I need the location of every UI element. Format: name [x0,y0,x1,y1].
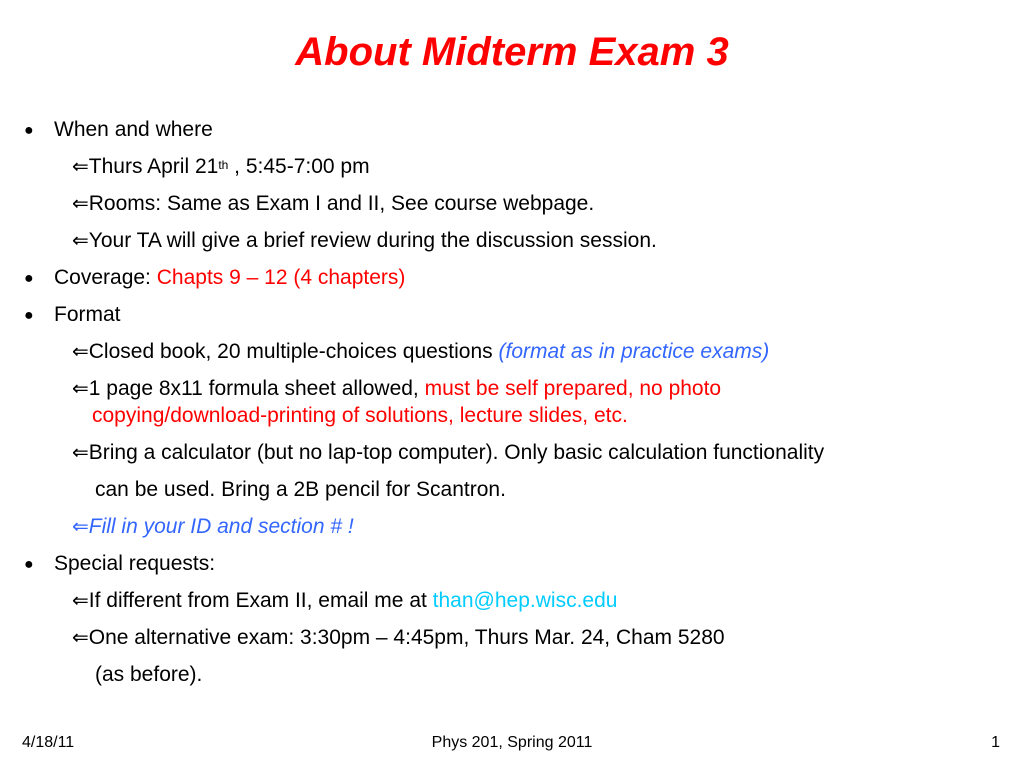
bullet-format: ● Format [24,302,121,329]
bullet-label: When and where [54,118,213,141]
sub-item-formula-sheet: ⇐1 page 8x11 formula sheet allowed, must be self prepared, no photo [72,377,722,400]
alternative-exam-cont: (as before). [95,663,203,686]
arrow-left-icon: ⇐ [72,341,89,363]
slide-title: About Midterm Exam 3 [295,30,729,74]
bullet-coverage: ● Coverage: Chapts 9 – 12 (4 chapters) [24,265,405,292]
sub-item-closed-book: ⇐Closed book, 20 multiple-choices questions (format as in practice exams) [72,340,770,363]
bullet-icon: ● [24,122,34,139]
sub-item-email: ⇐If different from Exam II, email me at than@hep.wisc.edu [72,589,618,612]
arrow-left-icon: ⇐ [72,442,89,464]
formula-sheet-rule: must be self prepared, no photo [424,377,722,400]
sub-item-ta-review: ⇐Your TA will give a brief review during the discussion session. [72,229,657,252]
bullet-when-where [24,117,213,144]
bullet-icon: ● [24,270,34,287]
footer-date: 4/18/11 [22,734,75,751]
arrow-left-icon: ⇐ [72,627,89,649]
arrow-left-icon: ⇐ [72,590,89,612]
calculator-cont: can be used. Bring a 2B pencil for Scantron. [95,478,506,501]
sub-item-rooms: ⇐Rooms: Same as Exam I and II, See course webpage. [72,192,595,215]
format-note: (format as in practice exams) [498,340,770,363]
email-link[interactable]: than@hep.wisc.edu [432,589,618,612]
bullet-icon: ● [24,556,34,573]
footer-course: Phys 201, Spring 2011 [431,734,593,751]
sub-item-fill-id: ⇐Fill in your ID and section # ! [72,515,354,538]
formula-sheet-rule-cont: copying/download-printing of solutions, lecture slides, etc. [92,404,628,427]
sub-item-calculator: ⇐Bring a calculator (but no lap-top computer). Only basic calculation functionality [72,441,825,464]
arrow-left-icon: ⇐ [72,193,89,215]
sub-item-alternative-exam: ⇐One alternative exam: 3:30pm – 4:45pm, Thurs Mar. 24, Cham 5280 [72,626,725,649]
coverage-chapters: Chapts 9 – 12 (4 chapters) [156,266,406,289]
sub-item-date: ⇐Thurs April 21th , 5:45-7:00 pm [72,155,370,178]
footer-page-number: 1 [991,734,1000,751]
arrow-left-icon: ⇐ [72,156,89,178]
arrow-left-icon: ⇐ [72,516,89,538]
arrow-left-icon: ⇐ [72,378,89,400]
bullet-icon: ● [24,307,34,324]
arrow-left-icon: ⇐ [72,230,89,252]
bullet-special-requests: ● Special requests: [24,551,215,578]
